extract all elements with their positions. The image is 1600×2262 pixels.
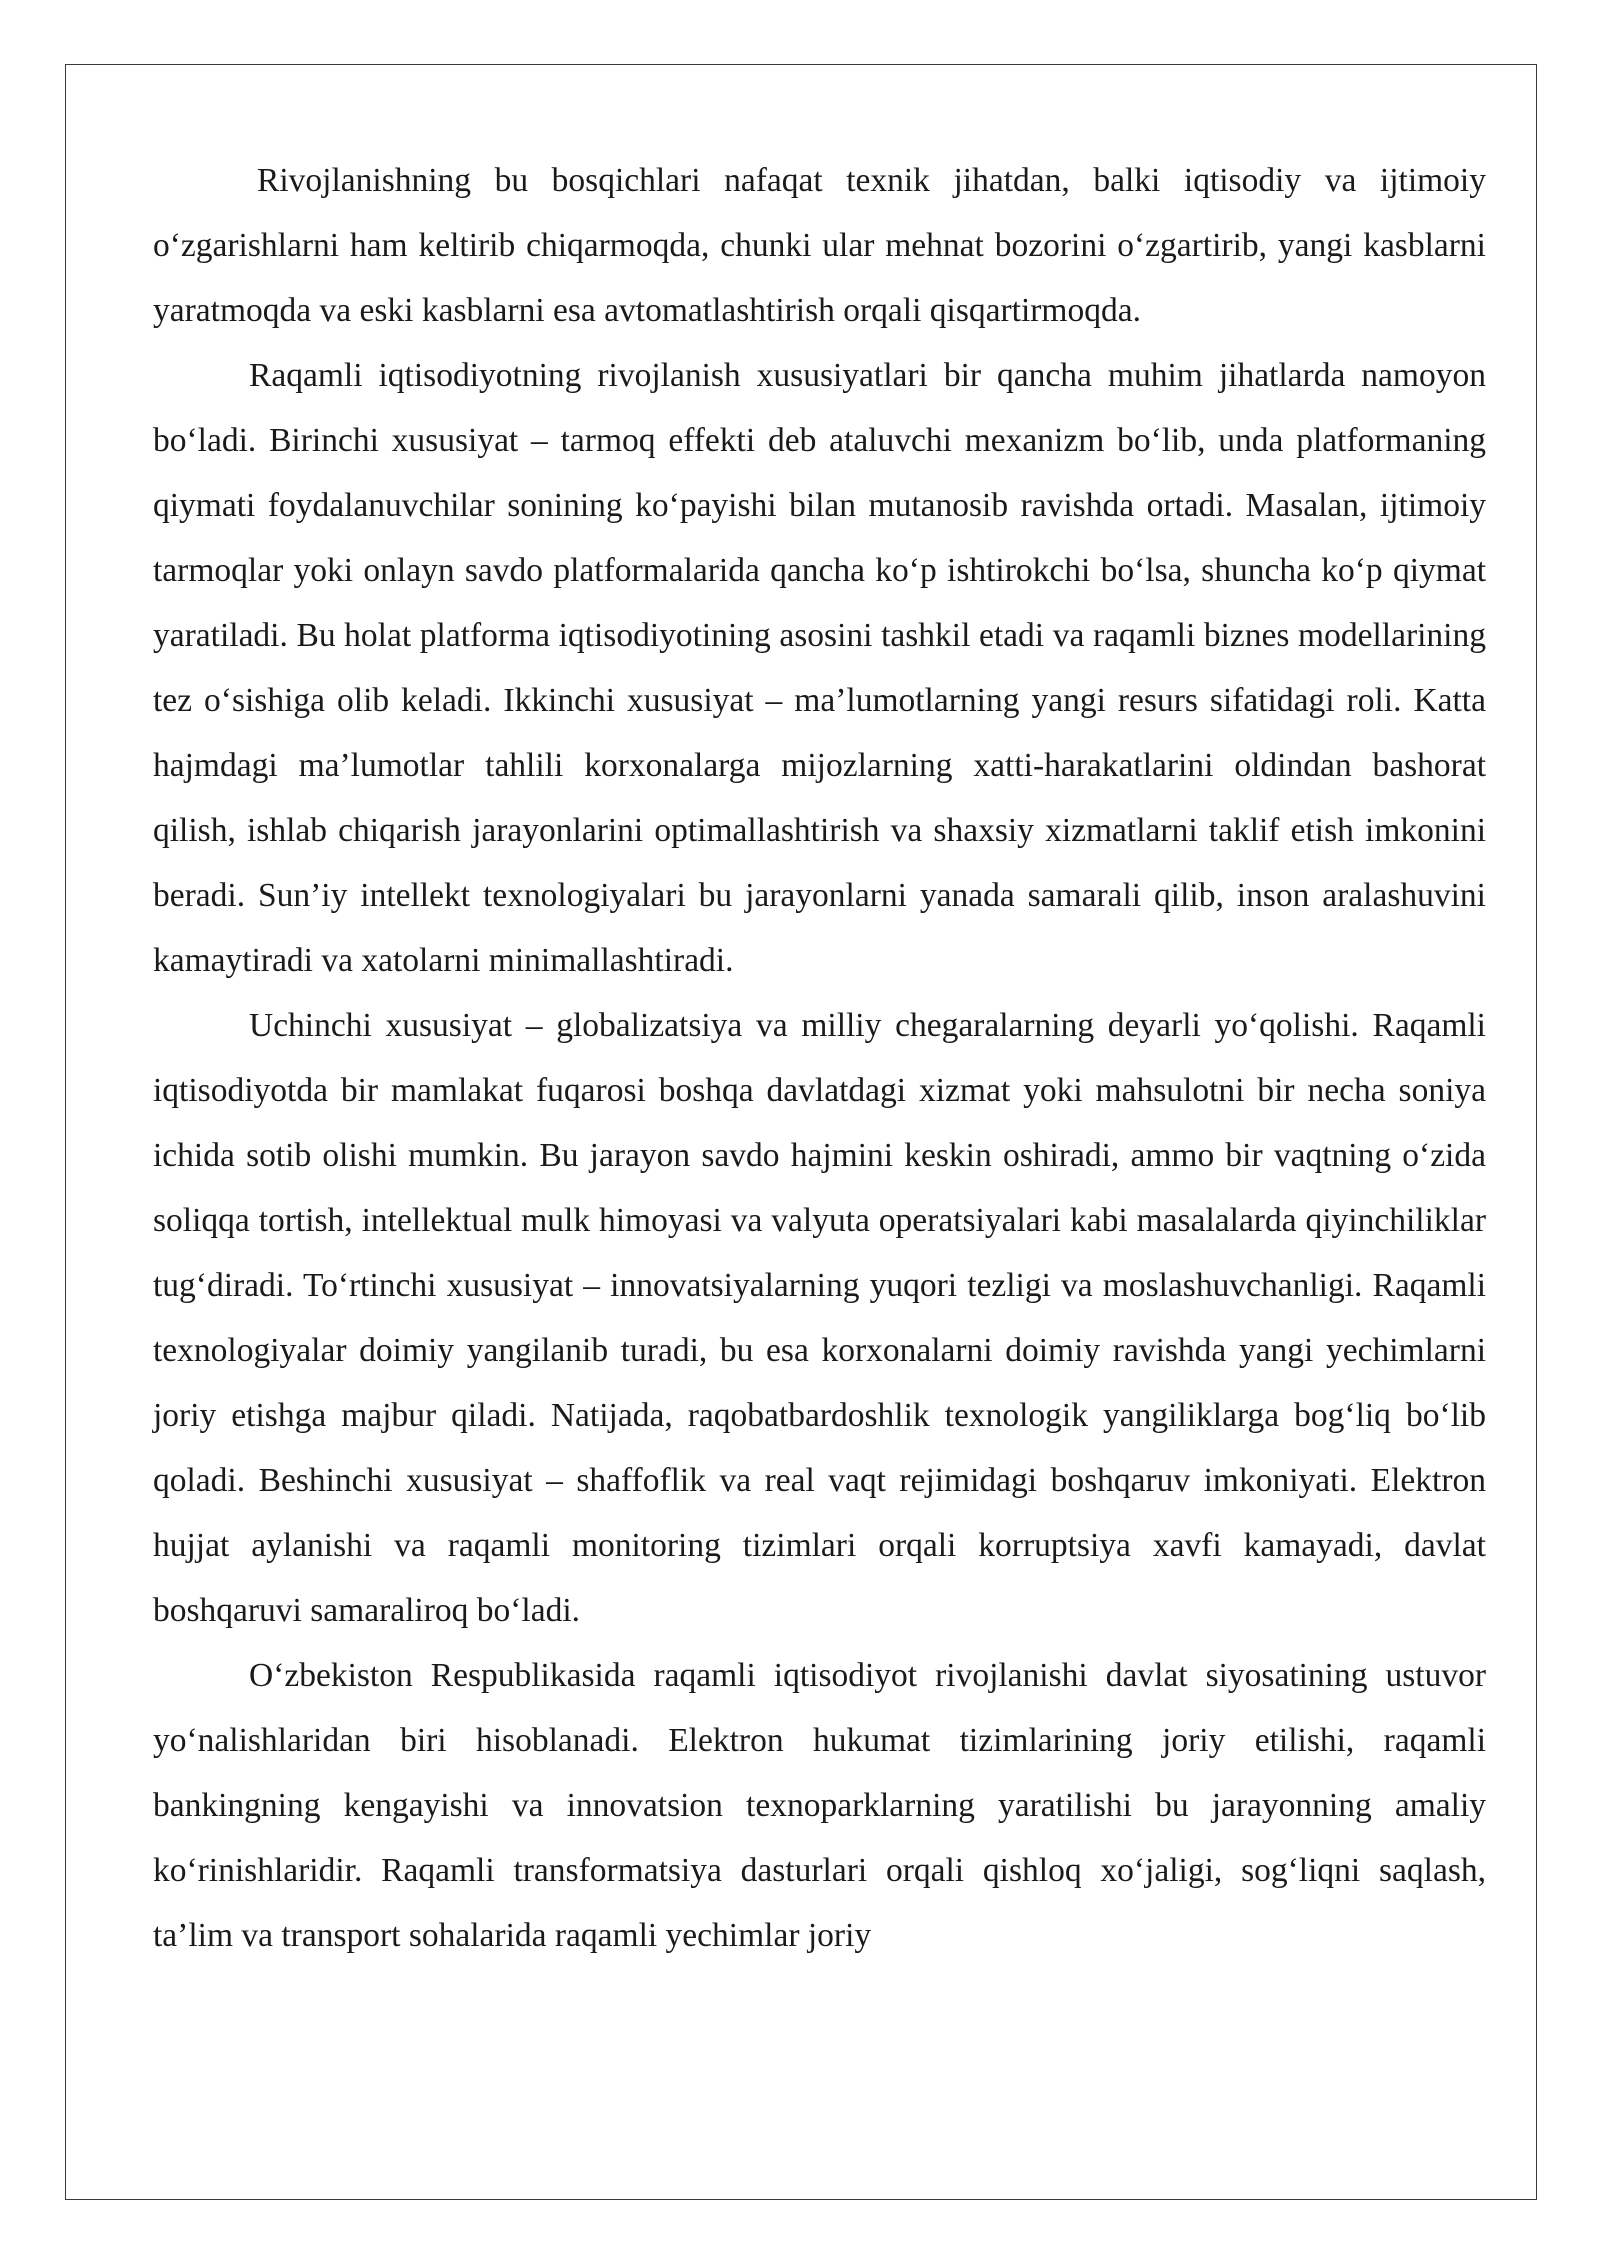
paragraph-2: Raqamli iqtisodiyotning rivojlanish xususiyatlari bir qancha muhim jihatlarda namoyon bo‘ladi. Birinchi xususiyat – tarmoq effekti deb ataluvchi mexanizm bo‘lib, unda platformaning qiymati foydalanuvchilar sonining ko‘payishi bilan mutanosib ravishda ortadi. Masalan, ijtimoiy tarmoqlar yoki onlayn savdo platformalarida qancha ko‘p ishtirokchi bo‘lsa, shuncha ko‘p qiymat yaratiladi. Bu holat platforma iqtisodiyotining asosini tashkil etadi va raqamli biznes modellarining tez o‘sishiga olib keladi. Ikkinchi xususiyat – ma’lumotlarning yangi resurs sifatidagi roli. Katta hajmdagi ma’lumotlar tahlili korxonalarga mijozlarning xatti-harakatlarini oldindan bashorat qilish, ishlab chiqarish jarayonlarini optimallashtirish va shaxsiy xizmatlarni taklif etish imkonini beradi. Sun’iy intellekt texnologiyalari bu jarayonlarni yanada samarali qilib, inson aralashuvini kamaytiradi va xatolarni minimallashtiradi. [153,357,1486,979]
paragraph-3: Uchinchi xususiyat – globalizatsiya va milliy chegaralarning deyarli yo‘qolishi. Raqamli iqtisodiyotda bir mamlakat fuqarosi boshqa davlatdagi xizmat yoki mahsulotni bir necha soniya ichida sotib olishi mumkin. Bu jarayon savdo hajmini keskin oshiradi, ammo bir vaqtning o‘zida soliqqa tortish, intellektual mulk himoyasi va valyuta operatsiyalari kabi masalalarda qiyinchiliklar tug‘diradi. To‘rtinchi xususiyat – innovatsiyalarning yuqori tezligi va moslashuvchanligi. Raqamli texnologiyalar doimiy yangilanib turadi, bu esa korxonalarni doimiy ravishda yangi yechimlarni joriy etishga majbur qiladi. Natijada, raqobatbardoshlik texnologik yangiliklarga bog‘liq bo‘lib qoladi. Beshinchi xususiyat – shaffoflik va real vaqt rejimidagi boshqaruv imkoniyati. Elektron hujjat aylanishi va raqamli monitoring tizimlari orqali korruptsiya xavfi kamayadi, davlat boshqaruvi samaraliroq bo‘ladi. [153,1007,1486,1629]
paragraph-4: O‘zbekiston Respublikasida raqamli iqtisodiyot rivojlanishi davlat siyosatining ustuvor yo‘nalishlaridan biri hisoblanadi. Elektron hukumat tizimlarining joriy etilishi, raqamli bankingning kengayishi va innovatsion texnoparklarning yaratilishi bu jarayonning amaliy ko‘rinishlaridir. Raqamli transformatsiya dasturlari orqali qishloq xo‘jaligi, sog‘liqni saqlash, ta’lim va transport sohalarida raqamli yechimlar joriy [153,1657,1486,1954]
document-body [153,148,1486,1968]
paragraph-1: Rivojlanishning bu bosqichlari nafaqat texnik jihatdan, balki iqtisodiy va ijtimoiy o‘zgarishlarni ham keltirib chiqarmoqda, chunki ular mehnat bozorini o‘zgartirib, yangi kasblarni yaratmoqda va eski kasblarni esa avtomatlashtirish orqali qisqartirmoqda. [153,162,1486,329]
